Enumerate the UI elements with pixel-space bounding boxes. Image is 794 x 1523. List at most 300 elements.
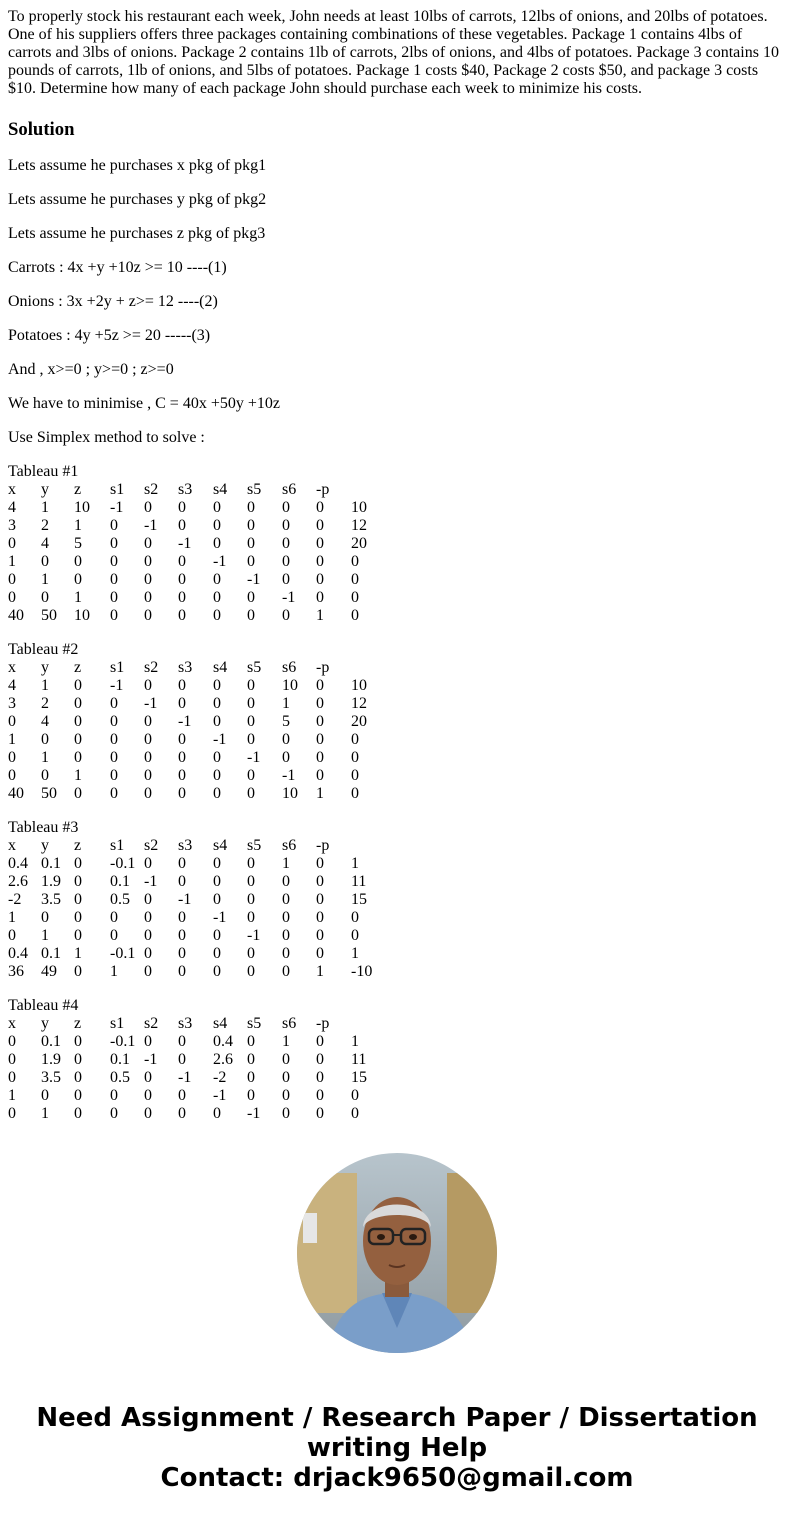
tableau-cell: 2.6 bbox=[213, 1051, 233, 1068]
tableau-cell: 0 bbox=[247, 499, 255, 516]
tableau-cell: 1 bbox=[282, 695, 290, 712]
tableau-cell: 0.4 bbox=[213, 1033, 233, 1050]
tableau-cell: 1 bbox=[316, 963, 324, 980]
tableau-cell: 0 bbox=[178, 945, 186, 962]
tableau-cell: 0 bbox=[74, 553, 82, 570]
tableau-cell: -1 bbox=[282, 589, 296, 606]
tableau-cell: 4 bbox=[41, 535, 49, 552]
tableau-cell: 0 bbox=[316, 677, 324, 694]
tableau-cell: 0 bbox=[110, 589, 118, 606]
cta-line-3: Contact: drjack9650@gmail.com bbox=[160, 1463, 634, 1493]
tableau-cell: 0 bbox=[316, 1033, 324, 1050]
tableau-cell: 0 bbox=[247, 731, 255, 748]
tableau-cell: 1 bbox=[41, 927, 49, 944]
tableau-cell: 0 bbox=[213, 695, 221, 712]
tableau-cell: -1 bbox=[178, 891, 192, 908]
tableau-cell: 0 bbox=[213, 749, 221, 766]
tableau-cell: 0 bbox=[247, 677, 255, 694]
tableau-cell: 0 bbox=[144, 535, 152, 552]
cta-banner bbox=[0, 1403, 794, 1493]
tableau-cell: 0 bbox=[178, 731, 186, 748]
tableau-cell: -1 bbox=[178, 535, 192, 552]
tableau-cell: 0.4 bbox=[8, 855, 28, 872]
tableau bbox=[8, 819, 786, 981]
tableau-cell: 0 bbox=[8, 1105, 16, 1122]
tableau-cell: 0 bbox=[144, 1033, 152, 1050]
tableau-cell: 0 bbox=[8, 1051, 16, 1068]
tableau-cell: y bbox=[41, 481, 49, 498]
tableau-cell: 0 bbox=[351, 785, 359, 802]
tableau-cell: 50 bbox=[41, 607, 57, 624]
tableau-cell: 1 bbox=[74, 589, 82, 606]
tableau-row bbox=[8, 1051, 786, 1069]
tableau-cell: 3 bbox=[8, 695, 16, 712]
tableau bbox=[8, 997, 786, 1123]
tableau-cell: 1.9 bbox=[41, 1051, 61, 1068]
tableau-cell: 0 bbox=[247, 855, 255, 872]
tableau-cell: 0 bbox=[351, 553, 359, 570]
tableau-cell: 0 bbox=[213, 891, 221, 908]
tableau-cell: 0 bbox=[144, 589, 152, 606]
tableau-cell: -1 bbox=[213, 1087, 227, 1104]
tableau-cell: 0 bbox=[247, 767, 255, 784]
tableau-cell: z bbox=[74, 837, 82, 854]
tableau-cell: 0 bbox=[316, 713, 324, 730]
tableau-cell: 0 bbox=[144, 713, 152, 730]
person-portrait-icon bbox=[297, 1153, 497, 1353]
tableau-cell: 0 bbox=[74, 749, 82, 766]
tableau-cell: 0 bbox=[144, 909, 152, 926]
tableau-cell: 1 bbox=[8, 1087, 16, 1104]
tableau-cell: 0 bbox=[41, 909, 49, 926]
tableau-row bbox=[8, 677, 786, 695]
tableau-cell: 0 bbox=[110, 731, 118, 748]
tableau-cell: x bbox=[8, 1015, 16, 1032]
tableau-cell: 10 bbox=[351, 499, 367, 516]
tableau-cell: 0 bbox=[316, 535, 324, 552]
tableau-cell: -p bbox=[316, 659, 330, 676]
tableau-cell: 11 bbox=[351, 873, 367, 890]
tableau-cell: 0 bbox=[282, 749, 290, 766]
tableau-cell: 0 bbox=[41, 767, 49, 784]
tableau-cell: -0.1 bbox=[110, 855, 136, 872]
tableau-cell: -p bbox=[316, 1015, 330, 1032]
tableau-row bbox=[8, 589, 786, 607]
tableau-cell: 0 bbox=[178, 607, 186, 624]
tableau-cell: 0 bbox=[282, 1069, 290, 1086]
tableau-cell: z bbox=[74, 1015, 82, 1032]
tableau-cell: 1 bbox=[351, 855, 359, 872]
tableau-cell: s6 bbox=[282, 659, 297, 676]
tableau-cell: 0 bbox=[213, 1105, 221, 1122]
tableau-cell: 0 bbox=[213, 767, 221, 784]
tableau-cell: 1 bbox=[74, 945, 82, 962]
tableau-cell: 0 bbox=[213, 855, 221, 872]
tableau-cell: s3 bbox=[178, 837, 193, 854]
tableau-cell: 0 bbox=[178, 927, 186, 944]
tableau-cell: 0 bbox=[74, 1051, 82, 1068]
tableau-cell: 0 bbox=[178, 1033, 186, 1050]
tableau-cell: 1 bbox=[282, 855, 290, 872]
tableau-row bbox=[8, 785, 786, 803]
tableau-row bbox=[8, 945, 786, 963]
tableau-cell: 0 bbox=[213, 571, 221, 588]
tableau-cell: 0 bbox=[351, 749, 359, 766]
tableau-cell: 0 bbox=[74, 695, 82, 712]
tableau-cell: 0 bbox=[144, 553, 152, 570]
tableau-cell: 0 bbox=[110, 1105, 118, 1122]
tableau-cell: -1 bbox=[178, 1069, 192, 1086]
tableau-cell: 0 bbox=[110, 909, 118, 926]
tableau-cell: 0 bbox=[247, 891, 255, 908]
tableau-cell: 0 bbox=[178, 963, 186, 980]
tableau-cell: 0 bbox=[144, 927, 152, 944]
tableau-cell: 0 bbox=[316, 731, 324, 748]
tableau-cell: 0 bbox=[74, 963, 82, 980]
tableau-cell: 20 bbox=[351, 713, 367, 730]
tableau-cell: 0 bbox=[144, 891, 152, 908]
tableau-cell: s6 bbox=[282, 837, 297, 854]
tableau-cell: 0 bbox=[8, 713, 16, 730]
tableau-cell: 0 bbox=[316, 749, 324, 766]
tableau-cell: 0 bbox=[247, 589, 255, 606]
tableau-row bbox=[8, 695, 786, 713]
tableau-row bbox=[8, 909, 786, 927]
tableau-cell: 20 bbox=[351, 535, 367, 552]
tableau-cell: 0 bbox=[178, 909, 186, 926]
tableau-cell: 2.6 bbox=[8, 873, 28, 890]
tableau-cell: 0 bbox=[282, 1051, 290, 1068]
tableau-cell: -2 bbox=[213, 1069, 227, 1086]
tableau-cell: 4 bbox=[41, 713, 49, 730]
tableau-row bbox=[8, 927, 786, 945]
tableau-cell: y bbox=[41, 837, 49, 854]
tableau-cell: 0 bbox=[282, 499, 290, 516]
tableau-cell: 0 bbox=[178, 873, 186, 890]
tableau-cell: -1 bbox=[247, 749, 261, 766]
tableau-row bbox=[8, 1087, 786, 1105]
tableau-cell: -p bbox=[316, 481, 330, 498]
tableau-header-row bbox=[8, 1015, 786, 1033]
tableau-cell: 0 bbox=[213, 963, 221, 980]
tableau-cell: 0 bbox=[316, 695, 324, 712]
tableau-cell: 0 bbox=[316, 891, 324, 908]
tableau-cell: 0 bbox=[316, 1051, 324, 1068]
tableau-cell: 0.5 bbox=[110, 891, 130, 908]
solution-heading: Solution bbox=[8, 119, 75, 140]
tableau-cell: 0 bbox=[282, 607, 290, 624]
tableau-cell: 0 bbox=[351, 731, 359, 748]
tableau-cell: 0 bbox=[178, 1051, 186, 1068]
tableau-cell: 0 bbox=[247, 517, 255, 534]
solution-step: Lets assume he purchases x pkg of pkg1 bbox=[8, 157, 267, 174]
tableau-cell: 0 bbox=[74, 891, 82, 908]
tableau-cell: 0 bbox=[316, 553, 324, 570]
tableau-row bbox=[8, 749, 786, 767]
tableau-cell: s1 bbox=[110, 837, 125, 854]
tableau-cell: 0 bbox=[178, 767, 186, 784]
tableau-cell: -1 bbox=[110, 677, 124, 694]
tableau-cell: 0 bbox=[213, 713, 221, 730]
tableau-cell: 0 bbox=[247, 535, 255, 552]
tableau-cell: 0 bbox=[316, 909, 324, 926]
tableau-cell: -2 bbox=[8, 891, 22, 908]
tableau-cell: 0 bbox=[74, 571, 82, 588]
tableau-cell: 5 bbox=[74, 535, 82, 552]
tableau-cell: 0 bbox=[8, 1033, 16, 1050]
tableau-cell: 0 bbox=[8, 1069, 16, 1086]
tableau-cell: 0 bbox=[110, 571, 118, 588]
tableau-row bbox=[8, 891, 786, 909]
tableau-cell: 12 bbox=[351, 695, 367, 712]
tableau-cell: 0 bbox=[213, 785, 221, 802]
tableau-cell: -1 bbox=[247, 1105, 261, 1122]
tableau-cell: s1 bbox=[110, 659, 125, 676]
tableau-cell: 0 bbox=[213, 517, 221, 534]
tableau-cell: 0 bbox=[213, 535, 221, 552]
tableau-cell: 2 bbox=[41, 695, 49, 712]
tableau-cell: 0 bbox=[316, 855, 324, 872]
tableau-cell: 0 bbox=[74, 855, 82, 872]
tableau-cell: 0 bbox=[213, 945, 221, 962]
tableau-cell: 0 bbox=[213, 607, 221, 624]
tableau-cell: -1 bbox=[247, 571, 261, 588]
tableau-cell: 0 bbox=[316, 945, 324, 962]
tableau-cell: 0 bbox=[110, 927, 118, 944]
tableau-cell: 1 bbox=[8, 731, 16, 748]
tableau-cell: 10 bbox=[282, 785, 298, 802]
tableau-cell: 0.1 bbox=[41, 945, 61, 962]
tableau-cell: 0 bbox=[41, 553, 49, 570]
tableau-cell: 49 bbox=[41, 963, 57, 980]
tableau-row bbox=[8, 535, 786, 553]
tableau-cell: s4 bbox=[213, 481, 228, 498]
tableau-cell: 2 bbox=[41, 517, 49, 534]
tableau-cell: -0.1 bbox=[110, 945, 136, 962]
tableau-cell: 0 bbox=[74, 1033, 82, 1050]
tableau-row bbox=[8, 517, 786, 535]
tableau-cell: 0 bbox=[316, 1087, 324, 1104]
tableau-header-row bbox=[8, 659, 786, 677]
tableau-cell: 0 bbox=[282, 891, 290, 908]
tableau-cell: 5 bbox=[282, 713, 290, 730]
tableau-cell: 0 bbox=[8, 749, 16, 766]
tableau-row bbox=[8, 767, 786, 785]
tableau-cell: 0 bbox=[247, 963, 255, 980]
tableau-cell: 50 bbox=[41, 785, 57, 802]
tableau-cell: 1 bbox=[41, 749, 49, 766]
tableau-cell: s2 bbox=[144, 1015, 159, 1032]
tableau-cell: -1 bbox=[178, 713, 192, 730]
tableau-cell: 0 bbox=[213, 499, 221, 516]
tableau-title: Tableau #2 bbox=[8, 641, 79, 658]
tableau-cell: 0 bbox=[247, 1069, 255, 1086]
tableau-cell: 1 bbox=[282, 1033, 290, 1050]
tableau-title: Tableau #4 bbox=[8, 997, 79, 1014]
tableau-cell: 0 bbox=[316, 571, 324, 588]
tableau-cell: 1 bbox=[8, 909, 16, 926]
tableau-cell: 0 bbox=[213, 927, 221, 944]
tableau-title: Tableau #1 bbox=[8, 463, 79, 480]
tableau-cell: 10 bbox=[351, 677, 367, 694]
tableau-cell: x bbox=[8, 659, 16, 676]
solution-steps bbox=[8, 157, 786, 447]
tableau-cell: 0 bbox=[351, 927, 359, 944]
solution-step: And , x>=0 ; y>=0 ; z>=0 bbox=[8, 361, 174, 378]
tableau-cell: 0 bbox=[41, 731, 49, 748]
tableau-cell: 36 bbox=[8, 963, 24, 980]
tableau-cell: 0 bbox=[247, 945, 255, 962]
tableau bbox=[8, 641, 786, 803]
tableau-cell: y bbox=[41, 1015, 49, 1032]
tableau-cell: 0 bbox=[8, 589, 16, 606]
tableau-cell: 0 bbox=[41, 1087, 49, 1104]
tableau-cell: s5 bbox=[247, 1015, 262, 1032]
tableau-cell: 0.1 bbox=[41, 855, 61, 872]
tableau-cell: 3 bbox=[8, 517, 16, 534]
tableau-cell: 0 bbox=[110, 713, 118, 730]
tableau-cell: 0 bbox=[110, 767, 118, 784]
tableau-cell: 15 bbox=[351, 1069, 367, 1086]
tableau-cell: -10 bbox=[351, 963, 373, 980]
tableau-cell: 0 bbox=[74, 785, 82, 802]
tableau-cell: 0 bbox=[178, 499, 186, 516]
tableau-header-row bbox=[8, 481, 786, 499]
tableau-row bbox=[8, 571, 786, 589]
tableau-cell: 0 bbox=[74, 1069, 82, 1086]
tableau-cell: 1 bbox=[41, 571, 49, 588]
tableau-cell: 0 bbox=[178, 855, 186, 872]
tableau-cell: z bbox=[74, 481, 82, 498]
tableau-cell: 0 bbox=[110, 749, 118, 766]
tableau-cell: 0 bbox=[213, 677, 221, 694]
tableau-cell: s5 bbox=[247, 837, 262, 854]
tableau-cell: 0 bbox=[351, 1105, 359, 1122]
tableau-cell: 0 bbox=[144, 1105, 152, 1122]
simplex-tableaus bbox=[8, 463, 786, 1123]
tableau-cell: 0 bbox=[316, 927, 324, 944]
tableau-cell: 1 bbox=[41, 677, 49, 694]
tableau-cell: 0 bbox=[282, 535, 290, 552]
tableau-cell: 0 bbox=[144, 749, 152, 766]
tableau-cell: s3 bbox=[178, 1015, 193, 1032]
tableau-cell: 0 bbox=[110, 607, 118, 624]
tableau-cell: 0 bbox=[144, 499, 152, 516]
tableau-cell: 0 bbox=[316, 1105, 324, 1122]
cta-line-1: Need Assignment / Research Paper / Dissertation bbox=[36, 1403, 758, 1433]
tableau-cell: 0.5 bbox=[110, 1069, 130, 1086]
tableau-cell: -1 bbox=[213, 909, 227, 926]
tableau-cell: 1 bbox=[8, 553, 16, 570]
tableau-cell: 0 bbox=[316, 1069, 324, 1086]
tableau-cell: 0 bbox=[282, 909, 290, 926]
tableau-cell: s6 bbox=[282, 1015, 297, 1032]
tableau-cell: 0 bbox=[144, 571, 152, 588]
tableau-row bbox=[8, 713, 786, 731]
tableau-cell: 1 bbox=[74, 517, 82, 534]
tableau-cell: 1 bbox=[41, 499, 49, 516]
tableau-row bbox=[8, 1105, 786, 1123]
tableau-cell: 0 bbox=[74, 909, 82, 926]
tableau-cell: 0 bbox=[213, 589, 221, 606]
solution-step: Lets assume he purchases y pkg of pkg2 bbox=[8, 191, 267, 208]
tableau-cell: s6 bbox=[282, 481, 297, 498]
tableau-cell: 0 bbox=[282, 927, 290, 944]
tableau-cell: 0 bbox=[351, 767, 359, 784]
tableau-cell: -1 bbox=[144, 517, 158, 534]
tableau-cell: 0 bbox=[351, 607, 359, 624]
tableau-cell: 1 bbox=[41, 1105, 49, 1122]
tableau-cell: 1 bbox=[74, 767, 82, 784]
tableau-cell: s4 bbox=[213, 1015, 228, 1032]
tableau-cell: 10 bbox=[282, 677, 298, 694]
tableau-cell: 0 bbox=[74, 1105, 82, 1122]
tableau-cell: 0 bbox=[74, 927, 82, 944]
tableau-cell: 0 bbox=[41, 589, 49, 606]
tableau-cell: 0 bbox=[247, 713, 255, 730]
tableau-cell: x bbox=[8, 481, 16, 498]
tableau-cell: s2 bbox=[144, 659, 159, 676]
tableau-cell: 0 bbox=[282, 731, 290, 748]
tableau-cell: z bbox=[74, 659, 82, 676]
tableau-cell: 0 bbox=[144, 767, 152, 784]
tableau-cell: 0 bbox=[178, 1105, 186, 1122]
tableau-cell: 0 bbox=[74, 731, 82, 748]
tableau-cell: 0 bbox=[110, 1087, 118, 1104]
tableau-cell: 40 bbox=[8, 785, 24, 802]
tableau-cell: s3 bbox=[178, 659, 193, 676]
tableau-cell: 0 bbox=[178, 695, 186, 712]
solution-step: Use Simplex method to solve : bbox=[8, 429, 205, 446]
tableau-cell: 0 bbox=[282, 1087, 290, 1104]
tableau-row bbox=[8, 731, 786, 749]
tableau-row bbox=[8, 553, 786, 571]
tableau-cell: 15 bbox=[351, 891, 367, 908]
tableau-cell: 0 bbox=[178, 553, 186, 570]
tableau-cell: 0 bbox=[247, 873, 255, 890]
solution-step: Onions : 3x +2y + z>= 12 ----(2) bbox=[8, 293, 218, 310]
tableau-cell: 0 bbox=[74, 873, 82, 890]
tableau-cell: 10 bbox=[74, 499, 90, 516]
tableau-cell: s2 bbox=[144, 481, 159, 498]
tableau-cell: 0 bbox=[282, 571, 290, 588]
tableau-row bbox=[8, 963, 786, 981]
solution-step: Potatoes : 4y +5z >= 20 -----(3) bbox=[8, 327, 211, 344]
tableau-cell: -1 bbox=[110, 499, 124, 516]
tableau-cell: s3 bbox=[178, 481, 193, 498]
tableau-cell: 0 bbox=[316, 873, 324, 890]
tableau-cell: 4 bbox=[8, 677, 16, 694]
tableau-cell: 0 bbox=[8, 535, 16, 552]
tableau-cell: 0 bbox=[351, 909, 359, 926]
tableau-cell: 0 bbox=[282, 945, 290, 962]
tableau-cell: 0.4 bbox=[8, 945, 28, 962]
tableau-cell: s5 bbox=[247, 481, 262, 498]
tableau-cell: 0 bbox=[178, 517, 186, 534]
tableau-cell: 12 bbox=[351, 517, 367, 534]
tableau-cell: 0 bbox=[144, 1087, 152, 1104]
tableau-cell: 0 bbox=[144, 731, 152, 748]
tableau-cell: 0 bbox=[178, 571, 186, 588]
tableau-cell: x bbox=[8, 837, 16, 854]
solution-step: Carrots : 4x +y +10z >= 10 ----(1) bbox=[8, 259, 227, 276]
tableau-cell: 10 bbox=[74, 607, 90, 624]
tableau-cell: 3.5 bbox=[41, 1069, 61, 1086]
tableau-cell: 0 bbox=[282, 873, 290, 890]
tableau-cell: s2 bbox=[144, 837, 159, 854]
tableau-cell: 1 bbox=[351, 1033, 359, 1050]
tableau-cell: -1 bbox=[282, 767, 296, 784]
